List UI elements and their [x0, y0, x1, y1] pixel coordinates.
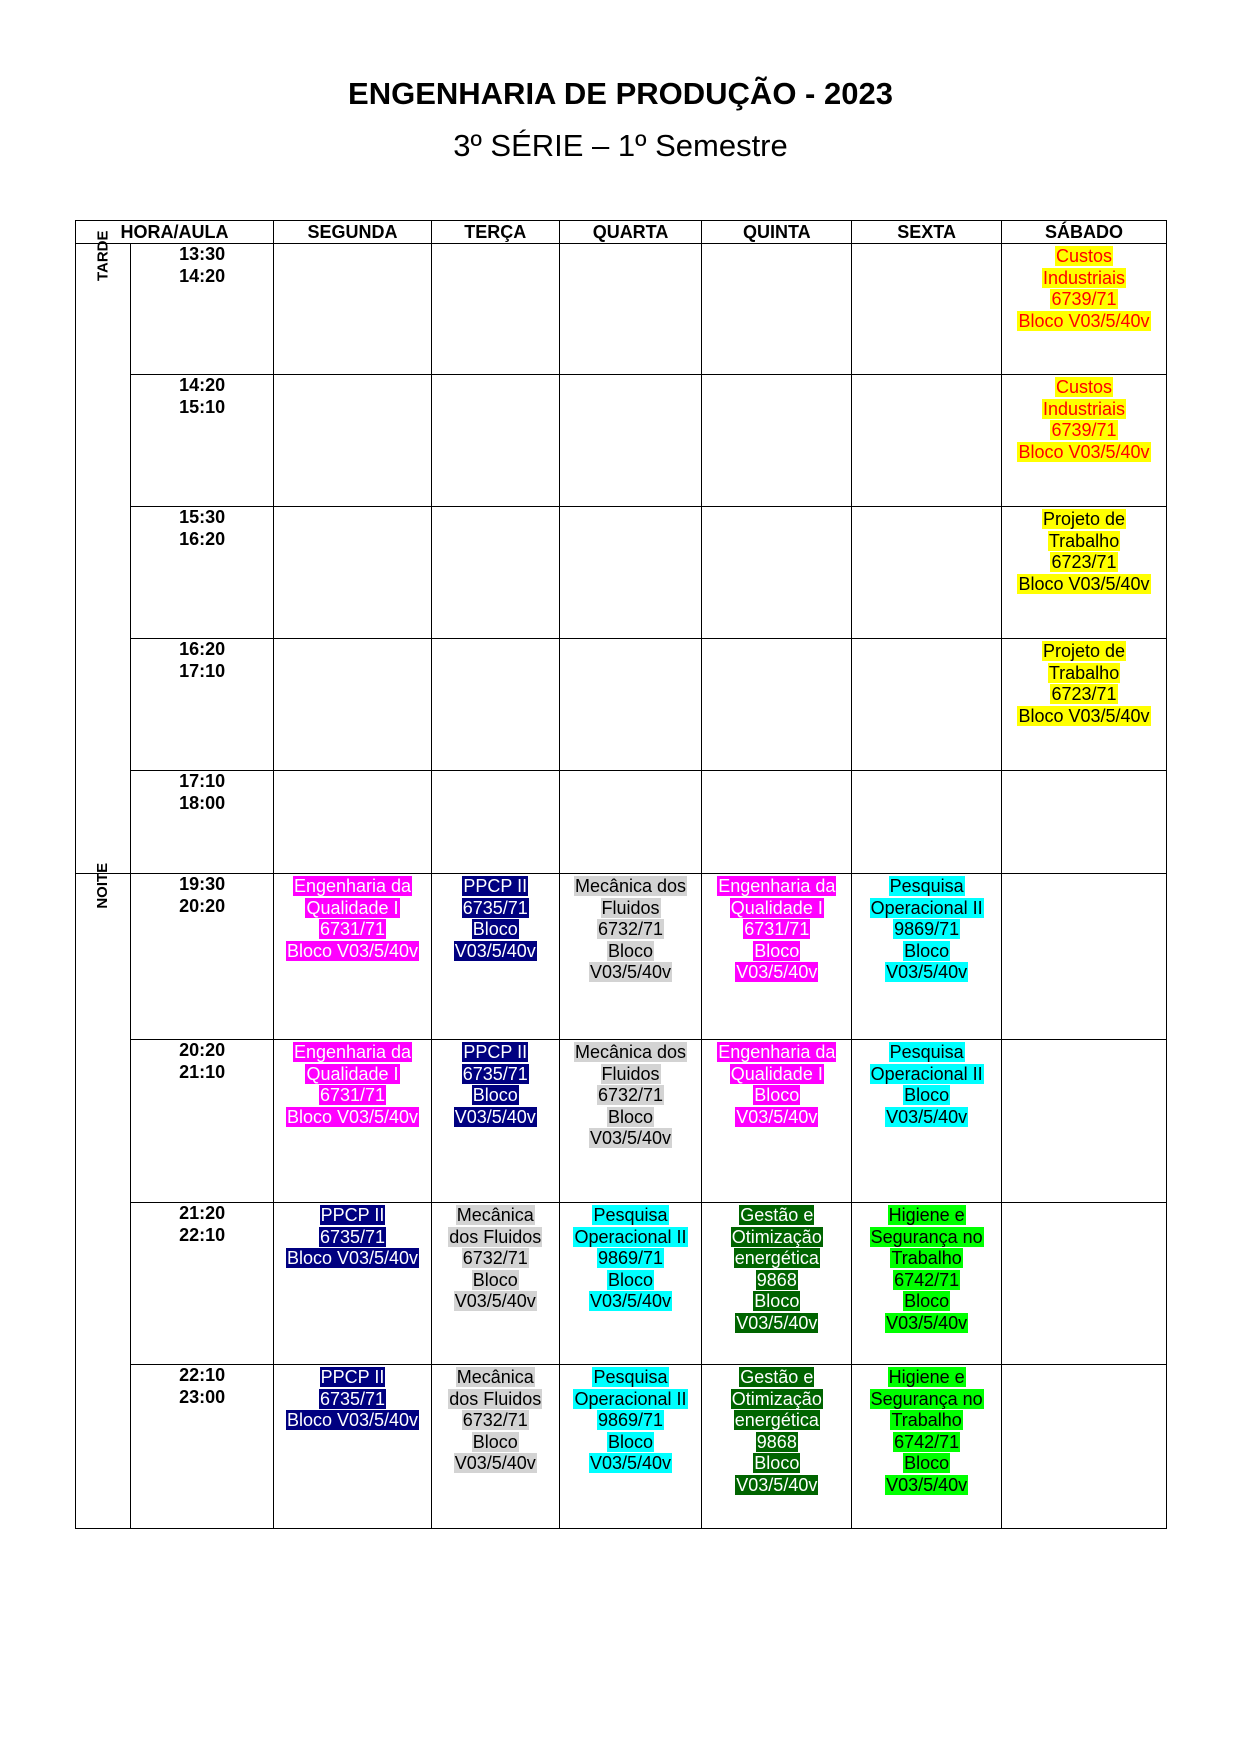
course-line: Operacional II: [870, 897, 983, 918]
course-line: V03/5/40v: [589, 1291, 672, 1311]
course-line: Operacional II: [574, 1388, 687, 1409]
course-line: Bloco V03/5/40v: [1018, 705, 1150, 726]
time-start: 21:20: [179, 1203, 226, 1223]
course-line: Operacional II: [870, 1063, 983, 1084]
time-start: 15:30: [179, 507, 226, 527]
schedule-row: [76, 639, 1167, 771]
course-line: 6732/71: [597, 919, 664, 939]
time-start: 13:30: [179, 244, 226, 264]
time-slot: [131, 375, 274, 507]
course-line: Pesquisa: [889, 1042, 964, 1062]
course-block: [1017, 244, 1150, 332]
course-line: Trabalho: [891, 1410, 962, 1430]
course-line: Bloco: [904, 940, 950, 961]
course-block: [454, 874, 537, 962]
time-start: 22:10: [179, 1365, 226, 1385]
time-start: 17:10: [179, 771, 226, 791]
schedule-row: [76, 375, 1167, 507]
cell-terca: [431, 375, 559, 507]
course-block: [731, 1203, 823, 1334]
header-terca: TERÇA: [431, 221, 559, 244]
course-line: Qualidade I: [730, 1063, 823, 1084]
cell-terca: [431, 771, 559, 874]
course-line: 9868: [756, 1431, 797, 1452]
course-line: 6742/71: [894, 1269, 960, 1290]
cell-segunda: [274, 874, 432, 1040]
course-line: Mecânica dos: [574, 876, 687, 896]
schedule-row: [76, 1203, 1167, 1365]
page-title: ENGENHARIA DE PRODUÇÃO - 2023: [348, 76, 893, 111]
time-slot: [131, 507, 274, 639]
course-line: Qualidade I: [306, 897, 399, 918]
cell-segunda: [274, 375, 432, 507]
course-block: [286, 874, 419, 962]
course-line: 6731/71: [319, 1085, 386, 1105]
cell-terca: [431, 244, 559, 375]
course-line: 6739/71: [1051, 420, 1117, 440]
course-line: Bloco: [754, 940, 800, 961]
course-line: Operacional II: [574, 1226, 687, 1247]
cell-sabado: [1002, 771, 1167, 874]
header-hora-aula: HORA/AULA: [76, 221, 274, 244]
header-quinta: QUINTA: [702, 221, 852, 244]
course-line: V03/5/40v: [736, 1312, 818, 1333]
time-slot: [131, 771, 274, 874]
course-line: V03/5/40v: [589, 1453, 672, 1473]
cell-segunda: [274, 639, 432, 771]
course-line: Custos: [1056, 246, 1113, 266]
cell-quinta: [702, 639, 852, 771]
time-end: 18:00: [179, 792, 226, 813]
cell-terca: [431, 1365, 559, 1529]
course-line: V03/5/40v: [589, 962, 672, 982]
course-line: Bloco: [904, 1085, 950, 1105]
cell-quinta: [702, 1040, 852, 1203]
period-label: NOITE: [94, 862, 112, 909]
cell-sexta: [852, 1040, 1002, 1203]
cell-sexta: [852, 507, 1002, 639]
time-end: 17:10: [179, 660, 226, 681]
course-line: Engenharia da: [718, 1042, 836, 1062]
course-block: [870, 1203, 984, 1334]
course-block: [448, 1365, 542, 1475]
course-line: Bloco: [472, 1431, 518, 1452]
course-line: Industriais: [1042, 398, 1126, 419]
time-end: 23:00: [179, 1386, 226, 1407]
course-line: 6735/71: [319, 1388, 386, 1409]
course-line: 6732/71: [462, 1410, 528, 1430]
cell-sexta: [852, 639, 1002, 771]
course-line: 6735/71: [319, 1226, 386, 1247]
course-line: Bloco: [754, 1085, 800, 1105]
cell-sabado: [1002, 507, 1167, 639]
course-line: 6742/71: [894, 1431, 960, 1452]
cell-sexta: [852, 874, 1002, 1040]
cell-quinta: [702, 1365, 852, 1529]
time-start: 14:20: [179, 375, 226, 395]
course-line: energética: [734, 1410, 819, 1430]
cell-sabado: [1002, 1040, 1167, 1203]
course-block: [870, 874, 984, 984]
course-line: Industriais: [1042, 267, 1126, 288]
course-block: [870, 1365, 984, 1496]
cell-sexta: [852, 1365, 1002, 1529]
course-line: Segurança no: [870, 1226, 983, 1247]
schedule-row: [76, 771, 1167, 874]
course-line: 6731/71: [744, 919, 810, 939]
time-slot: [131, 244, 274, 375]
course-line: Custos: [1056, 377, 1113, 397]
course-line: 6735/71: [462, 1063, 528, 1084]
course-line: V03/5/40v: [454, 1106, 536, 1127]
cell-segunda: [274, 1203, 432, 1365]
cell-quinta: [702, 1203, 852, 1365]
schedule-table: [75, 220, 1167, 1529]
time-end: 14:20: [179, 265, 226, 286]
schedule-row: [76, 244, 1167, 375]
course-line: V03/5/40v: [589, 1128, 672, 1148]
time-start: 16:20: [179, 639, 226, 659]
course-line: Gestão e: [740, 1205, 814, 1225]
cell-sexta: [852, 771, 1002, 874]
course-line: Otimização: [731, 1388, 822, 1409]
period-tarde: [76, 230, 131, 874]
time-end: 21:10: [179, 1061, 226, 1082]
time-slot: [131, 1365, 274, 1529]
cell-sexta: [852, 244, 1002, 375]
course-block: [574, 1040, 687, 1150]
course-line: Mecânica: [456, 1367, 534, 1387]
course-line: Bloco: [608, 1431, 654, 1452]
cell-terca: [431, 1203, 559, 1365]
course-line: Bloco V03/5/40v: [286, 1410, 419, 1430]
time-slot: [131, 1203, 274, 1365]
course-block: [573, 1365, 687, 1475]
course-line: V03/5/40v: [454, 940, 536, 961]
course-line: 6732/71: [597, 1085, 664, 1105]
course-block: [870, 1040, 984, 1128]
course-line: Bloco: [904, 1291, 950, 1311]
course-line: Trabalho: [891, 1248, 962, 1268]
course-block: [286, 1203, 419, 1270]
course-line: V03/5/40v: [454, 1291, 536, 1311]
time-start: 19:30: [179, 874, 226, 894]
course-line: Projeto de: [1042, 641, 1126, 661]
page-subtitle: 3º SÉRIE – 1º Semestre: [453, 128, 788, 163]
course-line: V03/5/40v: [454, 1453, 536, 1473]
course-line: 6723/71: [1051, 552, 1117, 572]
time-end: 20:20: [179, 895, 226, 916]
course-line: 6739/71: [1051, 289, 1117, 309]
header-segunda: SEGUNDA: [274, 221, 432, 244]
course-line: Segurança no: [870, 1388, 983, 1409]
time-slot: [131, 1040, 274, 1203]
course-line: PPCP II: [320, 1367, 385, 1387]
course-block: [1017, 375, 1150, 463]
course-line: Bloco V03/5/40v: [286, 1248, 419, 1268]
time-slot: [131, 639, 274, 771]
course-line: Trabalho: [1048, 530, 1120, 551]
cell-quinta: [702, 771, 852, 874]
schedule-row: [76, 507, 1167, 639]
time-start: 20:20: [179, 1040, 226, 1060]
cell-terca: [431, 874, 559, 1040]
course-line: Bloco: [608, 940, 654, 961]
period-noite: [76, 862, 131, 1529]
course-line: Bloco: [608, 1106, 654, 1127]
course-line: Engenharia da: [718, 876, 836, 896]
header-sexta: SEXTA: [852, 221, 1002, 244]
cell-quarta: [559, 244, 702, 375]
cell-terca: [431, 507, 559, 639]
course-block: [286, 1365, 419, 1432]
cell-sabado: [1002, 874, 1167, 1040]
schedule-row: [76, 1365, 1167, 1529]
course-line: Bloco V03/5/40v: [1018, 310, 1150, 331]
course-line: Higiene e: [888, 1205, 965, 1225]
course-line: Gestão e: [740, 1367, 814, 1387]
course-line: Mecânica: [456, 1205, 534, 1225]
cell-sabado: [1002, 639, 1167, 771]
cell-quarta: [559, 874, 702, 1040]
cell-quarta: [559, 771, 702, 874]
course-block: [574, 874, 687, 984]
course-line: Bloco: [608, 1269, 654, 1290]
course-block: [286, 1040, 419, 1128]
course-line: V03/5/40v: [886, 962, 968, 982]
course-line: Bloco V03/5/40v: [286, 1106, 419, 1127]
course-line: V03/5/40v: [886, 1474, 968, 1495]
course-line: 9869/71: [597, 1410, 664, 1430]
course-line: Otimização: [731, 1226, 822, 1247]
schedule-row: [76, 1040, 1167, 1203]
course-line: V03/5/40v: [736, 1474, 818, 1495]
course-line: Pesquisa: [889, 876, 964, 896]
course-block: [448, 1203, 542, 1313]
course-line: Mecânica dos: [574, 1042, 687, 1062]
course-block: [731, 1365, 823, 1496]
period-label: TARDE: [94, 230, 112, 282]
cell-quarta: [559, 1040, 702, 1203]
course-line: PPCP II: [463, 876, 528, 896]
course-line: Bloco: [472, 1085, 518, 1105]
cell-terca: [431, 639, 559, 771]
cell-quarta: [559, 507, 702, 639]
cell-sexta: [852, 375, 1002, 507]
course-line: Pesquisa: [593, 1205, 668, 1225]
course-line: Bloco V03/5/40v: [286, 940, 419, 961]
course-line: 6723/71: [1051, 684, 1117, 704]
cell-sabado: [1002, 375, 1167, 507]
course-line: Trabalho: [1048, 662, 1120, 683]
cell-quarta: [559, 1365, 702, 1529]
course-block: [454, 1040, 537, 1128]
course-line: Engenharia da: [293, 1042, 412, 1062]
course-line: V03/5/40v: [886, 1312, 968, 1333]
course-line: 9869/71: [597, 1248, 664, 1268]
course-line: Bloco V03/5/40v: [1018, 573, 1150, 594]
cell-segunda: [274, 244, 432, 375]
cell-segunda: [274, 771, 432, 874]
course-line: 9868: [756, 1269, 797, 1290]
course-line: dos Fluidos: [449, 1226, 542, 1247]
course-block: [1017, 507, 1150, 595]
course-line: energética: [734, 1248, 819, 1268]
course-line: V03/5/40v: [736, 962, 818, 982]
course-line: PPCP II: [320, 1205, 385, 1225]
course-line: Bloco: [754, 1453, 800, 1473]
schedule-row: [76, 874, 1167, 1040]
course-line: Bloco: [472, 1269, 518, 1290]
cell-quarta: [559, 1203, 702, 1365]
course-line: 6732/71: [462, 1248, 528, 1268]
course-line: Bloco: [754, 1291, 800, 1311]
course-line: 6731/71: [319, 919, 386, 939]
course-line: Higiene e: [888, 1367, 965, 1387]
time-end: 15:10: [179, 396, 226, 417]
course-block: [717, 1040, 836, 1128]
course-line: V03/5/40v: [736, 1106, 818, 1127]
course-line: Projeto de: [1042, 509, 1126, 529]
course-line: Qualidade I: [730, 897, 823, 918]
cell-sexta: [852, 1203, 1002, 1365]
course-line: Pesquisa: [593, 1367, 668, 1387]
time-end: 22:10: [179, 1224, 226, 1245]
time-end: 16:20: [179, 528, 226, 549]
course-line: Bloco: [472, 919, 518, 939]
course-line: 6735/71: [462, 897, 528, 918]
cell-quinta: [702, 507, 852, 639]
header-sabado: SÁBADO: [1002, 221, 1167, 244]
time-slot: [131, 874, 274, 1040]
cell-sabado: [1002, 1203, 1167, 1365]
course-line: V03/5/40v: [886, 1106, 968, 1127]
course-line: Fluidos: [601, 897, 660, 918]
cell-sabado: [1002, 244, 1167, 375]
course-block: [1017, 639, 1150, 727]
course-line: PPCP II: [463, 1042, 528, 1062]
course-block: [573, 1203, 687, 1313]
cell-quinta: [702, 874, 852, 1040]
course-block: [717, 874, 836, 984]
cell-quarta: [559, 375, 702, 507]
course-line: dos Fluidos: [449, 1388, 542, 1409]
cell-segunda: [274, 1040, 432, 1203]
cell-quinta: [702, 375, 852, 507]
course-line: Engenharia da: [293, 876, 412, 896]
cell-segunda: [274, 1365, 432, 1529]
course-line: Fluidos: [601, 1063, 660, 1084]
cell-quarta: [559, 639, 702, 771]
course-line: Qualidade I: [306, 1063, 399, 1084]
course-line: 9869/71: [894, 919, 960, 939]
cell-segunda: [274, 507, 432, 639]
course-line: Bloco V03/5/40v: [1018, 441, 1150, 462]
course-line: Bloco: [904, 1453, 950, 1473]
header-row: [76, 221, 1167, 244]
header-quarta: QUARTA: [559, 221, 702, 244]
cell-terca: [431, 1040, 559, 1203]
cell-sabado: [1002, 1365, 1167, 1529]
cell-quinta: [702, 244, 852, 375]
